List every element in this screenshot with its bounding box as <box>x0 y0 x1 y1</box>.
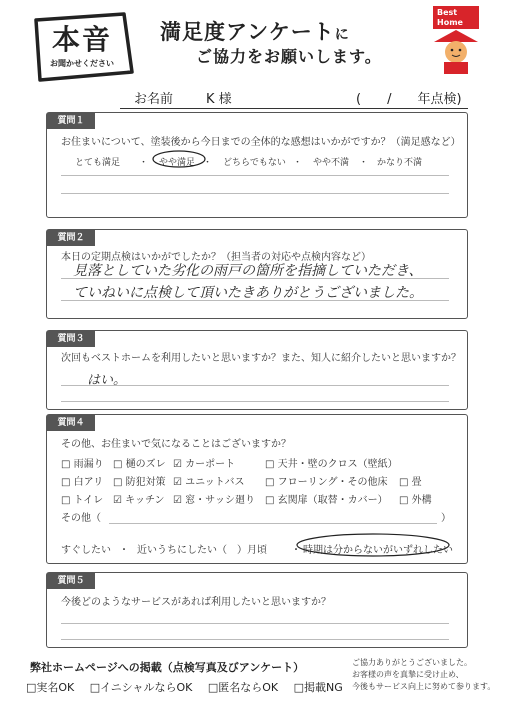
name-value: K 様 <box>206 92 232 107</box>
inspection-year: ( / 年点検) <box>356 92 462 107</box>
question-1-box: 質問１ お住まいについて、塗装後から今日までの全体的な感想はいかがですか？（満足感など） とても満足 ・ やや満足 ・ どちらでもない ・ やや不満 ・ かなり不満 <box>46 112 468 218</box>
q1-option-5[interactable]: かなり不満 <box>377 158 423 168</box>
q4-item-exterior[interactable]: □ 外構 <box>399 495 432 506</box>
q2-handwritten-line-2: ていねいに点検して頂いたきありがとうございました。 <box>73 285 423 301</box>
answer-line <box>61 193 449 194</box>
question-3-box <box>46 330 468 410</box>
q1-option-3[interactable]: どちらでもない <box>223 158 286 168</box>
q4-timing-month[interactable]: 近いうちにしたい（ ）月頃 <box>137 545 267 556</box>
q4-item-kitchen[interactable]: ☑ キッチン <box>113 495 165 506</box>
q4-item-tatami[interactable]: □ 畳 <box>399 477 422 488</box>
stamp-title: 本音 <box>51 23 112 56</box>
q4-item-toilet[interactable]: □ トイレ <box>61 495 104 506</box>
question-4-tab: 質問４ <box>47 415 95 431</box>
survey-subtitle: ご協力をお願いします。 <box>196 47 382 66</box>
q4-item-ceiling-wall[interactable]: □ 天井・壁のクロス（壁紙） <box>265 459 398 470</box>
name-label: お名前 <box>134 92 174 107</box>
q2-handwritten-line-1: 見落としていた劣化の雨戸の箇所を指摘していただき、 <box>73 263 423 279</box>
answer-line <box>61 278 449 279</box>
q4-item-window-sash[interactable]: ☑ 窓・サッシ廻り <box>173 495 255 506</box>
q4-item-entrance-door[interactable]: □ 玄関扉（取替・カバー） <box>265 495 388 506</box>
question-2-text: 本日の定期点検はいかがでしたか？（担当者の対応や点検内容など） <box>61 252 371 263</box>
question-2-tab: 質問２ <box>47 230 95 246</box>
mascot-icon <box>430 28 482 74</box>
consent-initials[interactable]: □イニシャルならOK <box>89 681 193 694</box>
question-4-box: 質問４ その他、お住まいで気になることはございますか？ □ 雨漏り □ 白アリ □ トイレ □ 樋のズレ □ 防犯対策 ☑ キッチン ☑ カーポート ☑ ユニットバス ☑ 窓・サッシ廻り □ 天井・壁のクロス（壁紙） □ フローリング・その他床 □ 玄関扉（取替・カバー） □ 畳 □ 外構 その他（ ） すぐしたい ・ 近いうちにしたい（ ）月頃 ・ 時期は分からないがいずれしたい <box>46 414 468 564</box>
question-2-box <box>46 229 468 319</box>
q4-other-label: その他（ <box>61 513 101 524</box>
answer-line <box>61 623 449 624</box>
answer-line <box>61 639 449 640</box>
q4-item-gutter[interactable]: □ 樋のズレ <box>113 459 166 470</box>
question-1-tab: 質問１ <box>47 113 95 129</box>
consent-real-name[interactable]: □実名OK <box>26 681 75 694</box>
q4-item-security[interactable]: □ 防犯対策 <box>113 477 166 488</box>
answer-line <box>61 175 449 176</box>
name-row <box>120 86 468 109</box>
publication-consent-options <box>26 679 355 695</box>
answer-line <box>61 300 449 301</box>
q4-selected-circle <box>295 531 451 559</box>
publication-consent-title: 弊社ホームページへの掲載（点検写真及びアンケート） <box>30 661 305 674</box>
answer-line <box>61 385 449 386</box>
question-4-text: その他、お住まいで気になることはございますか？ <box>61 439 291 450</box>
q4-timing-soon[interactable]: すぐしたい <box>61 545 111 556</box>
question-5-box <box>46 572 468 648</box>
consent-no-publish[interactable]: □掲載NG <box>293 681 343 694</box>
q4-item-carport[interactable]: ☑ カーポート <box>173 459 236 470</box>
q4-item-flooring[interactable]: □ フローリング・その他床 <box>265 477 388 488</box>
consent-anonymous[interactable]: □匿名ならOK <box>207 681 279 694</box>
question-3-text: 次回もベストホームを利用したいと思いますか？また、知人に紹介したいと思いますか？ <box>61 353 461 364</box>
question-5-tab: 質問５ <box>47 573 95 589</box>
thanks-message: ご協力ありがとうございました。 お客様の声を真摯に受け止め、 今後もサービス向上に努めて参ります。 <box>352 658 496 691</box>
q1-option-1[interactable]: とても満足 <box>75 158 121 168</box>
question-3-tab: 質問３ <box>47 331 95 347</box>
q4-item-rain-leak[interactable]: □ 雨漏り <box>61 459 104 470</box>
q4-item-unit-bath[interactable]: ☑ ユニットバス <box>173 477 245 488</box>
survey-title: 満足度アンケートに <box>160 20 350 44</box>
q4-item-termites[interactable]: □ 白アリ <box>61 477 104 488</box>
q4-other-line[interactable] <box>109 523 437 524</box>
question-5-text: 今後どのようなサービスがあれば利用したいと思いますか？ <box>61 597 331 608</box>
q1-option-4[interactable]: やや不満 <box>313 158 350 168</box>
q1-option-2[interactable]: やや満足 <box>159 158 196 168</box>
company-logo: Best Home <box>433 6 479 29</box>
q4-other-close: ） <box>441 513 451 524</box>
question-1-text: お住まいについて、塗装後から今日までの全体的な感想はいかがですか？（満足感など） <box>61 137 461 148</box>
stamp-subtitle: お聞かせください <box>50 59 114 68</box>
answer-line <box>61 401 449 402</box>
q3-handwritten-answer: はい。 <box>87 373 127 388</box>
q1-selected-circle <box>151 149 207 169</box>
q4-timing-someday[interactable]: 時期は分からないがいずれしたい <box>303 545 453 556</box>
